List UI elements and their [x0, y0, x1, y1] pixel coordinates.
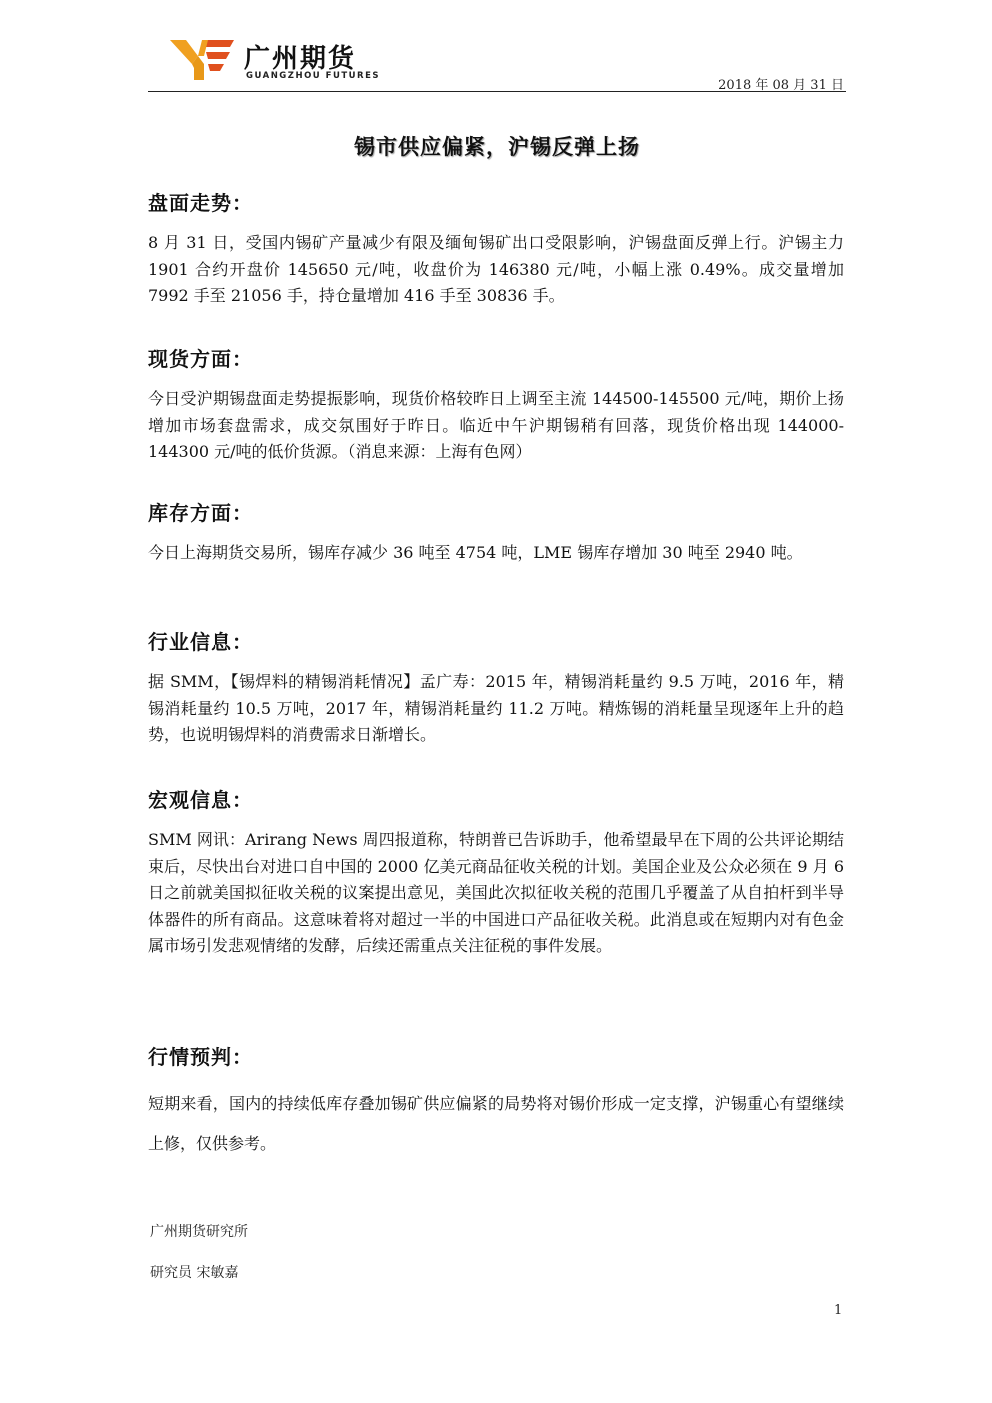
researcher-name: 研究员 宋敏嘉 — [150, 1265, 239, 1281]
company-logo — [168, 38, 398, 86]
section-inventory — [148, 497, 844, 567]
section-heading: 行业信息： — [148, 630, 253, 654]
section-spot — [148, 343, 844, 466]
section-paragraph: 今日上海期货交易所，锡库存减少 36 吨至 4754 吨，LME 锡库存增加 30 吨至 2940 吨。 — [148, 543, 803, 562]
section-heading: 盘面走势： — [148, 191, 253, 215]
report-date: 2018 年 08 月 31 日 — [718, 78, 844, 93]
page-header — [148, 30, 846, 92]
section-paragraph: 今日受沪期锡盘面走势提振影响，现货价格较昨日上调至主流 144500-145500 元/吨，期价上扬增加市场套盘需求，成交氛围好于昨日。临近中午沪期锡稍有回落，现货价格出现 144000-144300 元/吨的低价货源。（消息来源：上海有色网） — [148, 389, 844, 461]
logo-text-en: GUANGZHOU FUTURES — [246, 71, 381, 81]
institute-name: 广州期货研究所 — [150, 1224, 248, 1240]
section-paragraph: 短期来看，国内的持续低库存叠加锡矿供应偏紧的局势将对锡价形成一定支撑，沪锡重心有望继续上修，仅供参考。 — [148, 1094, 844, 1153]
logo-text-cn: 广州期货 — [244, 44, 357, 74]
section-industry — [148, 626, 844, 749]
section-heading: 库存方面： — [148, 501, 253, 525]
section-outlook — [148, 1041, 844, 1164]
section-heading: 现货方面： — [148, 347, 253, 371]
section-heading: 宏观信息： — [148, 788, 253, 812]
header-divider — [148, 91, 846, 92]
section-market-trend — [148, 187, 844, 310]
section-paragraph: SMM 网讯：Arirang News 周四报道称，特朗普已告诉助手，他希望最早在下周的公共评论期结束后，尽快出台对进口自中国的 2000 亿美元商品征收关税的计划。美国企业及公众必须在 9 月 6 日之前就美国拟征收关税的议案提出意见，美国此次拟征收关税的范围几乎覆盖了从自拍杆到半导体器件的所有商品。这意味着将对超过一半的中国进口产品征收关税。此消息或在短期内对有色金属市场引发悲观情绪的发酵，后续还需重点关注征税的事件发展。 — [148, 830, 844, 955]
page-number: 1 — [834, 1303, 843, 1318]
section-heading: 行情预判： — [148, 1045, 253, 1069]
section-paragraph: 8 月 31 日，受国内锡矿产量减少有限及缅甸锡矿出口受限影响，沪锡盘面反弹上行。沪锡主力 1901 合约开盘价 145650 元/吨，收盘价为 146380 元/吨，小幅上涨 0.49%。成交量增加 7992 手至 21056 手，持仓量增加 416 手至 30836 手。 — [148, 233, 844, 305]
report-title: 锡市供应偏紧，沪锡反弹上扬 — [354, 135, 640, 159]
section-macro — [148, 784, 844, 960]
logo-mark-icon — [168, 38, 236, 82]
section-paragraph: 据 SMM，【锡焊料的精锡消耗情况】孟广寿：2015 年，精锡消耗量约 9.5 万吨，2016 年，精锡消耗量约 10.5 万吨，2017 年，精锡消耗量约 11.2 万吨。精炼锡的消耗量呈现逐年上升的趋势，也说明锡焊料的消费需求日渐增长。 — [148, 672, 844, 744]
